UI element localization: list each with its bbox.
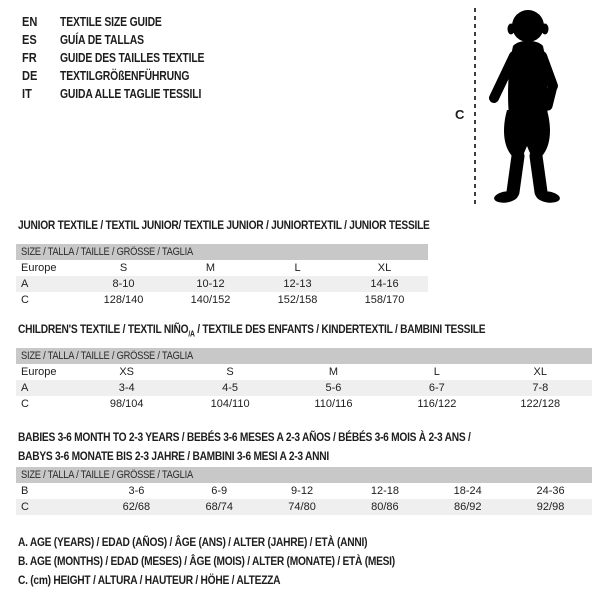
row-label: C bbox=[16, 499, 95, 515]
size-cell: 74/80 bbox=[261, 499, 344, 515]
size-header-label: SIZE / TALLA / TAILLE / GRÖSSE / TAGLIA bbox=[21, 246, 193, 258]
size-cell: 80/86 bbox=[343, 499, 426, 515]
row-label: A bbox=[16, 276, 80, 292]
children-title-subscript: /A bbox=[188, 329, 195, 339]
size-cell: 12-18 bbox=[370, 485, 399, 497]
size-cell: 122/128 bbox=[520, 398, 561, 410]
height-measure-dashed-line bbox=[474, 8, 476, 208]
size-cell: S bbox=[119, 262, 128, 274]
table-row-europe bbox=[16, 364, 592, 380]
children-size-table bbox=[16, 364, 592, 412]
size-cell: M bbox=[205, 262, 216, 274]
size-cell: 140/152 bbox=[190, 294, 231, 306]
table-row-a bbox=[16, 276, 428, 292]
size-cell: 6-7 bbox=[385, 380, 488, 396]
section-title-junior-text: JUNIOR TEXTILE / TEXTIL JUNIOR/ TEXTILE JUNIOR / JUNIORTEXTIL / JUNIOR TESSILE bbox=[18, 218, 430, 232]
babies-size-table bbox=[16, 483, 592, 515]
babies-title-line1: BABIES 3-6 MONTH TO 2-3 YEARS / BEBÉS 3-6 MESES A 2-3 AÑOS / BÉBÉS 3-6 MOIS À 2-3 ANS / bbox=[18, 430, 471, 444]
table-row-c bbox=[16, 396, 592, 412]
language-row-de bbox=[22, 67, 240, 85]
section-title-junior bbox=[18, 218, 502, 232]
size-header-bar-babies bbox=[16, 467, 592, 483]
size-cell: 4-5 bbox=[178, 380, 281, 396]
row-label: Europe bbox=[21, 262, 57, 274]
language-row-fr bbox=[22, 49, 240, 67]
children-title-prefix: CHILDREN'S TEXTILE / TEXTIL NIÑO bbox=[18, 322, 189, 336]
children-title-suffix: / TEXTILE DES ENFANTS / KINDERTEXTIL / BAMBINI TESSILE bbox=[194, 322, 486, 336]
size-cell: 3-4 bbox=[75, 380, 178, 396]
language-row-en bbox=[22, 13, 240, 31]
size-cell: 116/122 bbox=[417, 398, 457, 410]
size-cell: L bbox=[294, 262, 301, 274]
footnote-b: B. AGE (MONTHS) / EDAD (MESES) / ÂGE (MOIS) / ALTER (MONATE) / ETÀ (MESI) bbox=[18, 554, 395, 568]
section-title-children-text bbox=[18, 322, 485, 338]
size-cell: XL bbox=[533, 366, 548, 378]
footnote-legend bbox=[18, 533, 461, 590]
guide-title-es: GUÍA DE TALLAS bbox=[60, 32, 144, 47]
size-cell: 158/170 bbox=[364, 294, 405, 306]
table-row-c bbox=[16, 292, 428, 308]
table-row-b bbox=[16, 483, 592, 499]
size-header-label: SIZE / TALLA / TAILLE / GRÖSSE / TAGLIA bbox=[21, 350, 193, 362]
table-row-europe bbox=[16, 260, 428, 276]
size-cell: 3-6 bbox=[128, 485, 145, 497]
language-title-list bbox=[22, 13, 240, 103]
size-cell: 14-16 bbox=[341, 276, 428, 292]
language-code: IT bbox=[22, 86, 32, 101]
size-cell: 10-12 bbox=[167, 276, 254, 292]
size-cell: 104/110 bbox=[210, 398, 250, 410]
baby-silhouette-icon bbox=[484, 6, 568, 208]
babies-title-line2: BABYS 3-6 MONATE BIS 2-3 JAHRE / BAMBINI 3-6 MESI A 2-3 ANNI bbox=[18, 449, 329, 463]
row-label: Europe bbox=[21, 366, 57, 378]
size-cell: M bbox=[328, 366, 339, 378]
row-label: C bbox=[21, 398, 29, 410]
size-header-bar-junior bbox=[16, 244, 428, 260]
guide-title-de: TEXTILGRÖßENFÜHRUNG bbox=[60, 68, 190, 83]
size-cell: XL bbox=[377, 262, 392, 274]
height-marker-label: C bbox=[455, 107, 465, 122]
size-cell: XS bbox=[119, 366, 135, 378]
size-cell: 9-12 bbox=[291, 485, 314, 497]
language-code: FR bbox=[22, 50, 37, 65]
size-cell: 98/104 bbox=[109, 398, 144, 410]
section-title-children bbox=[18, 322, 568, 338]
row-label: B bbox=[21, 485, 29, 497]
size-cell: 92/98 bbox=[509, 499, 592, 515]
table-row-a bbox=[16, 380, 592, 396]
size-cell: 86/92 bbox=[426, 499, 509, 515]
size-cell: 6-9 bbox=[211, 485, 228, 497]
junior-size-table bbox=[16, 260, 428, 308]
size-cell: 8-10 bbox=[80, 276, 167, 292]
guide-title-it: GUIDA ALLE TAGLIE TESSILI bbox=[60, 86, 202, 101]
language-row-es bbox=[22, 31, 240, 49]
table-row-c bbox=[16, 499, 592, 515]
size-cell: 68/74 bbox=[178, 499, 261, 515]
size-cell: 7-8 bbox=[489, 380, 592, 396]
row-label: C bbox=[21, 294, 29, 306]
size-cell: 5-6 bbox=[282, 380, 385, 396]
size-cell: 18-24 bbox=[453, 485, 482, 497]
footnote-c: C. (cm) HEIGHT / ALTURA / HAUTEUR / HÖHE / ALTEZZA bbox=[18, 573, 281, 587]
size-cell: 24-36 bbox=[536, 485, 565, 497]
size-cell: 110/116 bbox=[314, 398, 353, 410]
size-cell: L bbox=[433, 366, 440, 378]
language-code: DE bbox=[22, 68, 38, 83]
size-header-label: SIZE / TALLA / TAILLE / GRÖSSE / TAGLIA bbox=[21, 469, 193, 481]
language-code: ES bbox=[22, 32, 37, 47]
footnote-a: A. AGE (YEARS) / EDAD (AÑOS) / ÂGE (ANS) / ALTER (JAHRE) / ETÀ (ANNI) bbox=[18, 535, 368, 549]
size-cell: 12-13 bbox=[254, 276, 341, 292]
language-row-it bbox=[22, 85, 240, 103]
size-cell: S bbox=[226, 366, 234, 378]
guide-title-fr: GUIDE DES TAILLES TEXTILE bbox=[60, 50, 205, 65]
size-header-bar-children bbox=[16, 348, 592, 364]
row-label: A bbox=[16, 380, 75, 396]
size-cell: 128/140 bbox=[103, 294, 144, 306]
guide-title-en: TEXTILE SIZE GUIDE bbox=[60, 14, 162, 29]
size-cell: 62/68 bbox=[95, 499, 178, 515]
language-code: EN bbox=[22, 14, 38, 29]
size-cell: 152/158 bbox=[277, 294, 318, 306]
section-title-babies bbox=[18, 428, 550, 466]
